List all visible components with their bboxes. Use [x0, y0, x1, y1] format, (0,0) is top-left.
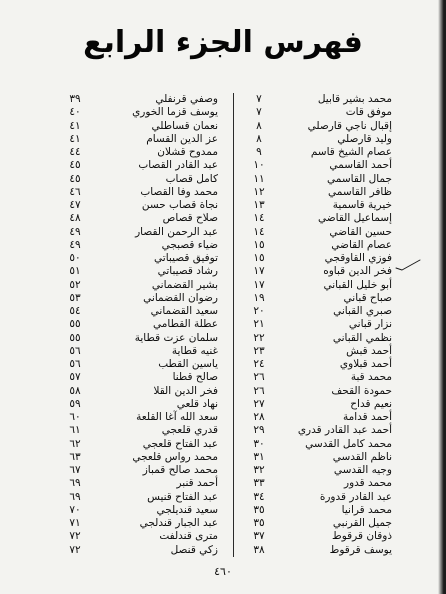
right-column-entry — [248, 345, 392, 358]
right-column-entry — [248, 239, 392, 252]
left-column-entry — [64, 438, 218, 451]
entry-page-ref: ٦٩ — [69, 477, 81, 490]
entry-person-name: موفق قات — [345, 106, 392, 119]
right-column-entry — [248, 93, 392, 106]
entry-page-ref: ٦٧ — [69, 464, 81, 476]
right-column-entry — [248, 358, 392, 371]
left-column-entry — [64, 530, 218, 543]
left-column-entry — [64, 305, 218, 318]
left-column-entry — [64, 239, 218, 252]
entry-person-name: نهاد قلعي — [176, 397, 218, 410]
right-column-entry — [248, 279, 392, 292]
entry-person-name: نجاة قصاب حسن — [141, 199, 218, 211]
left-column-entry — [64, 477, 218, 490]
entry-page-ref: ٥٧ — [69, 371, 81, 384]
entry-person-name: غنيه قطاية — [171, 344, 218, 357]
entry-person-name: حمودة القحف — [331, 384, 392, 397]
entry-person-name: محمد رواس قلعجي — [132, 450, 218, 463]
right-column-entry — [248, 265, 392, 278]
right-column-entry — [248, 451, 392, 464]
entry-person-name: أبو خليل القباني — [323, 278, 392, 291]
entry-person-name: صباح قباني — [343, 291, 392, 304]
right-column-entry — [248, 385, 392, 398]
entry-page-ref: ٢٧ — [253, 397, 265, 410]
entry-page-ref: ٣٢ — [253, 464, 265, 476]
right-column-entry — [248, 438, 392, 451]
right-column-entry — [248, 199, 392, 212]
entry-page-ref: ١٧ — [253, 278, 265, 291]
entry-person-name: أحمد قنبر — [176, 477, 218, 490]
entry-person-name: ظافر القاسمي — [328, 185, 392, 198]
entry-page-ref: ٦١ — [69, 424, 81, 437]
right-column-entry — [248, 544, 392, 557]
left-column-entry — [64, 292, 218, 305]
entry-person-name: سعد الله آغا القلعة — [136, 411, 218, 423]
right-column-entry — [248, 411, 392, 424]
entry-person-name: صبري القباني — [333, 305, 392, 317]
entry-page-ref: ٢٨ — [253, 411, 265, 423]
entry-page-ref: ٥٥ — [69, 331, 81, 344]
entry-page-ref: ٤١ — [69, 132, 81, 145]
entry-page-ref: ٧ — [256, 106, 262, 119]
entry-person-name: أحمد قبلاوي — [339, 358, 392, 370]
entry-page-ref: ٢١ — [253, 318, 265, 331]
entry-person-name: نزار قباني — [348, 318, 392, 331]
entry-page-ref: ٣٠ — [253, 437, 265, 450]
entry-page-ref: ٤٥ — [69, 159, 81, 172]
entry-person-name: صلاح قصاص — [162, 212, 218, 225]
left-column-entry — [64, 464, 218, 477]
entry-person-name: صالح قطنا — [172, 371, 218, 384]
entry-page-ref: ٧٠ — [69, 503, 81, 516]
right-column-entry — [248, 252, 392, 265]
entry-page-ref: ٢٦ — [253, 384, 265, 397]
index-title: فهرس الجزء الرابع — [83, 25, 363, 60]
entry-person-name: توفيق قصيباتي — [154, 252, 218, 264]
left-column-entry — [64, 424, 218, 437]
entry-page-ref: ٥٣ — [69, 291, 81, 304]
left-column-entry — [64, 106, 218, 119]
entry-page-ref: ١٣ — [253, 199, 265, 211]
entry-person-name: مترى قندلفت — [159, 530, 218, 543]
entry-person-name: وصفي قرنفلي — [155, 93, 218, 105]
entry-person-name: حسين القاضي — [329, 225, 392, 238]
left-column-entry — [64, 371, 218, 384]
entry-person-name: رشاد قصيباتي — [157, 265, 218, 278]
entry-page-ref: ٥٦ — [69, 358, 81, 370]
entry-page-ref: ٧٢ — [69, 530, 81, 543]
right-column-entry — [248, 477, 392, 490]
entry-person-name: نظمي القباني — [332, 331, 392, 344]
entry-page-ref: ٥٠ — [69, 252, 81, 264]
entry-person-name: عبد الرحمن القصار — [135, 225, 218, 238]
entry-page-ref: ٥٤ — [69, 305, 81, 317]
entry-page-ref: ٦٢ — [69, 437, 81, 450]
entry-page-ref: ١٥ — [253, 252, 265, 264]
entry-person-name: نعيم قداح — [350, 397, 392, 410]
entry-page-ref: ٢٤ — [253, 358, 265, 370]
left-column-entry — [64, 199, 218, 212]
right-column-entry — [248, 398, 392, 411]
left-column-entry — [64, 358, 218, 371]
column-divider — [233, 93, 234, 557]
left-column-entry — [64, 120, 218, 133]
right-column-entry — [248, 371, 392, 384]
entry-person-name: يوسف قرقوط — [329, 543, 392, 556]
entry-person-name: بشير القضماني — [151, 278, 218, 291]
left-column-entry — [64, 146, 218, 159]
entry-person-name: خيرية قاسمية — [332, 199, 392, 211]
entry-page-ref: ٣٩ — [69, 93, 81, 105]
entry-person-name: نعمان قساطلي — [151, 119, 218, 132]
entry-page-ref: ١٥ — [253, 238, 265, 251]
entry-person-name: عصام القاضي — [331, 238, 392, 251]
right-column-entry — [248, 318, 392, 331]
right-column-entry — [248, 173, 392, 186]
entry-page-ref: ٥٨ — [69, 384, 81, 397]
right-column-entry — [248, 491, 392, 504]
entry-page-ref: ٣٥ — [253, 503, 265, 516]
entry-person-name: وجيه القدسي — [333, 464, 392, 476]
entry-page-ref: ٦٩ — [69, 490, 81, 503]
entry-person-name: عبد القادر قدورة — [319, 490, 392, 503]
entry-person-name: ناظم القدسي — [332, 450, 392, 463]
right-column-entry — [248, 159, 392, 172]
entry-person-name: رضوان القضماني — [143, 291, 218, 304]
entry-person-name: محمد بشير قابيل — [317, 93, 392, 105]
left-column-entry — [64, 226, 218, 239]
entry-page-ref: ١١ — [253, 172, 265, 185]
entry-person-name: محمد قرانيا — [341, 503, 392, 516]
entry-page-ref: ٥٢ — [69, 278, 81, 291]
entry-person-name: جميل القرنبي — [332, 517, 392, 529]
entry-person-name: أحمد قبش — [346, 344, 392, 357]
entry-person-name: عز الدين القسام — [146, 132, 218, 145]
entry-person-name: عبد الجبار قندلجي — [139, 517, 218, 529]
entry-page-ref: ٤٩ — [69, 225, 81, 238]
right-column-entry — [248, 530, 392, 543]
entry-page-ref: ٤٦ — [69, 185, 81, 198]
entry-person-name: إقبال ناجي قارصلي — [307, 119, 392, 132]
entry-person-name: عطلة القطامي — [153, 318, 218, 331]
left-column-entry — [64, 252, 218, 265]
entry-person-name: سعيد القضماني — [150, 305, 218, 317]
entry-page-ref: ٥١ — [69, 265, 81, 278]
entry-page-ref: ٤٥ — [69, 172, 81, 185]
entry-person-name: فخر الدين قباوه — [323, 265, 392, 278]
right-column-entry — [248, 146, 392, 159]
right-column-entry — [248, 504, 392, 517]
entry-page-ref: ٤٧ — [69, 199, 81, 211]
left-column-entry — [64, 318, 218, 331]
right-column-entry — [248, 133, 392, 146]
left-column-entry — [64, 93, 218, 106]
entry-person-name: ممدوح قشلان — [157, 146, 218, 158]
entry-page-ref: ٦٣ — [69, 450, 81, 463]
right-column-entry — [248, 424, 392, 437]
entry-person-name: محمد وفا القصاب — [140, 185, 218, 198]
index-column-right — [248, 93, 392, 557]
entry-page-ref: ١٩ — [253, 291, 265, 304]
entry-person-name: ضياء قصبجي — [161, 238, 218, 251]
entry-page-ref: ٢٩ — [253, 424, 265, 437]
entry-person-name: محمد صالح قمباز — [142, 464, 218, 476]
entry-person-name: ياسين القطب — [158, 358, 218, 370]
handwritten-tick-mark — [390, 254, 426, 278]
left-column-entry — [64, 345, 218, 358]
entry-page-ref: ١٠ — [253, 159, 265, 172]
left-column-entry — [64, 504, 218, 517]
right-column-entry — [248, 305, 392, 318]
left-column-entry — [64, 212, 218, 225]
entry-page-ref: ٥٩ — [69, 397, 81, 410]
left-column-entry — [64, 491, 218, 504]
entry-page-ref: ٤٩ — [69, 238, 81, 251]
scan-page-edge — [438, 0, 446, 594]
left-column-entry — [64, 279, 218, 292]
entry-person-name: عبد القادر القصاب — [138, 159, 218, 172]
entry-page-ref: ١٧ — [253, 265, 265, 278]
entry-page-ref: ٤٨ — [69, 212, 81, 225]
right-column-entry — [248, 106, 392, 119]
entry-person-name: فخر الدين القلا — [153, 384, 218, 397]
right-column-entry — [248, 120, 392, 133]
entry-page-ref: ٤٠ — [69, 106, 81, 119]
entry-person-name: سعيد قنديلجي — [156, 503, 218, 516]
entry-page-ref: ٢٠ — [253, 305, 265, 317]
entry-person-name: وليد قارصلي — [337, 132, 392, 145]
entry-person-name: جمال القاسمي — [327, 172, 392, 185]
entry-page-ref: ٧ — [256, 93, 262, 105]
left-column-entry — [64, 332, 218, 345]
entry-page-ref: ٩ — [256, 146, 262, 158]
right-column-entry — [248, 212, 392, 225]
entry-page-ref: ٥٦ — [69, 344, 81, 357]
entry-person-name: كامل قصاب — [165, 172, 218, 185]
entry-page-ref: ١٤ — [253, 225, 265, 238]
right-column-entry — [248, 517, 392, 530]
left-column-entry — [64, 411, 218, 424]
entry-page-ref: ٢٦ — [253, 371, 265, 384]
entry-person-name: أحمد القاسمي — [329, 159, 392, 172]
left-column-entry — [64, 173, 218, 186]
entry-page-ref: ٢٣ — [253, 344, 265, 357]
entry-page-ref: ١٢ — [253, 185, 265, 198]
entry-person-name: زكي قنصل — [170, 543, 218, 556]
entry-page-ref: ٨ — [256, 119, 262, 132]
entry-person-name: عصام الشيخ قاسم — [310, 146, 392, 158]
entry-person-name: يوسف قزما الخوري — [132, 106, 218, 119]
entry-page-ref: ٧٢ — [69, 543, 81, 556]
page-number: ٤٦٠ — [214, 565, 232, 578]
entry-page-ref: ٣٣ — [253, 477, 265, 490]
entry-page-ref: ٥٥ — [69, 318, 81, 331]
entry-page-ref: ٣١ — [253, 450, 265, 463]
entry-page-ref: ٣٤ — [253, 490, 265, 503]
entry-page-ref: ٣٥ — [253, 517, 265, 529]
right-column-entry — [248, 186, 392, 199]
left-column-entry — [64, 451, 218, 464]
entry-person-name: فوزي القاوقجي — [324, 252, 392, 264]
left-column-entry — [64, 398, 218, 411]
left-column-entry — [64, 265, 218, 278]
entry-person-name: عبد الفتاح قلعجي — [142, 437, 218, 450]
left-column-entry — [64, 159, 218, 172]
left-column-entry — [64, 517, 218, 530]
entry-page-ref: ١٤ — [253, 212, 265, 225]
left-column-entry — [64, 186, 218, 199]
entry-page-ref: ٢٢ — [253, 331, 265, 344]
index-column-left — [64, 93, 218, 557]
right-column-entry — [248, 292, 392, 305]
entry-person-name: أحمد قدامة — [342, 411, 392, 423]
entry-page-ref: ٦٠ — [69, 411, 81, 423]
entry-page-ref: ٨ — [256, 132, 262, 145]
entry-person-name: ذوقان قرقوط — [332, 530, 392, 543]
entry-person-name: محمد قدور — [344, 477, 392, 490]
left-column-entry — [64, 544, 218, 557]
entry-person-name: أحمد عبد القادر قدري — [297, 424, 392, 437]
right-column-entry — [248, 464, 392, 477]
entry-person-name: قدري قلعجي — [161, 424, 218, 437]
entry-page-ref: ٣٧ — [253, 530, 265, 543]
entry-person-name: محمد قبة — [350, 371, 392, 384]
right-column-entry — [248, 332, 392, 345]
entry-page-ref: ٤١ — [69, 119, 81, 132]
left-column-entry — [64, 385, 218, 398]
entry-person-name: إسماعيل القاضي — [317, 212, 392, 225]
entry-page-ref: ٣٨ — [253, 543, 265, 556]
entry-page-ref: ٤٤ — [69, 146, 81, 158]
entry-person-name: سلمان عزت قطاية — [134, 331, 218, 344]
right-column-entry — [248, 226, 392, 239]
entry-page-ref: ٧١ — [69, 517, 81, 529]
entry-person-name: عبد الفتاح قنيس — [147, 490, 218, 503]
entry-person-name: محمد كامل القدسي — [305, 437, 392, 450]
left-column-entry — [64, 133, 218, 146]
